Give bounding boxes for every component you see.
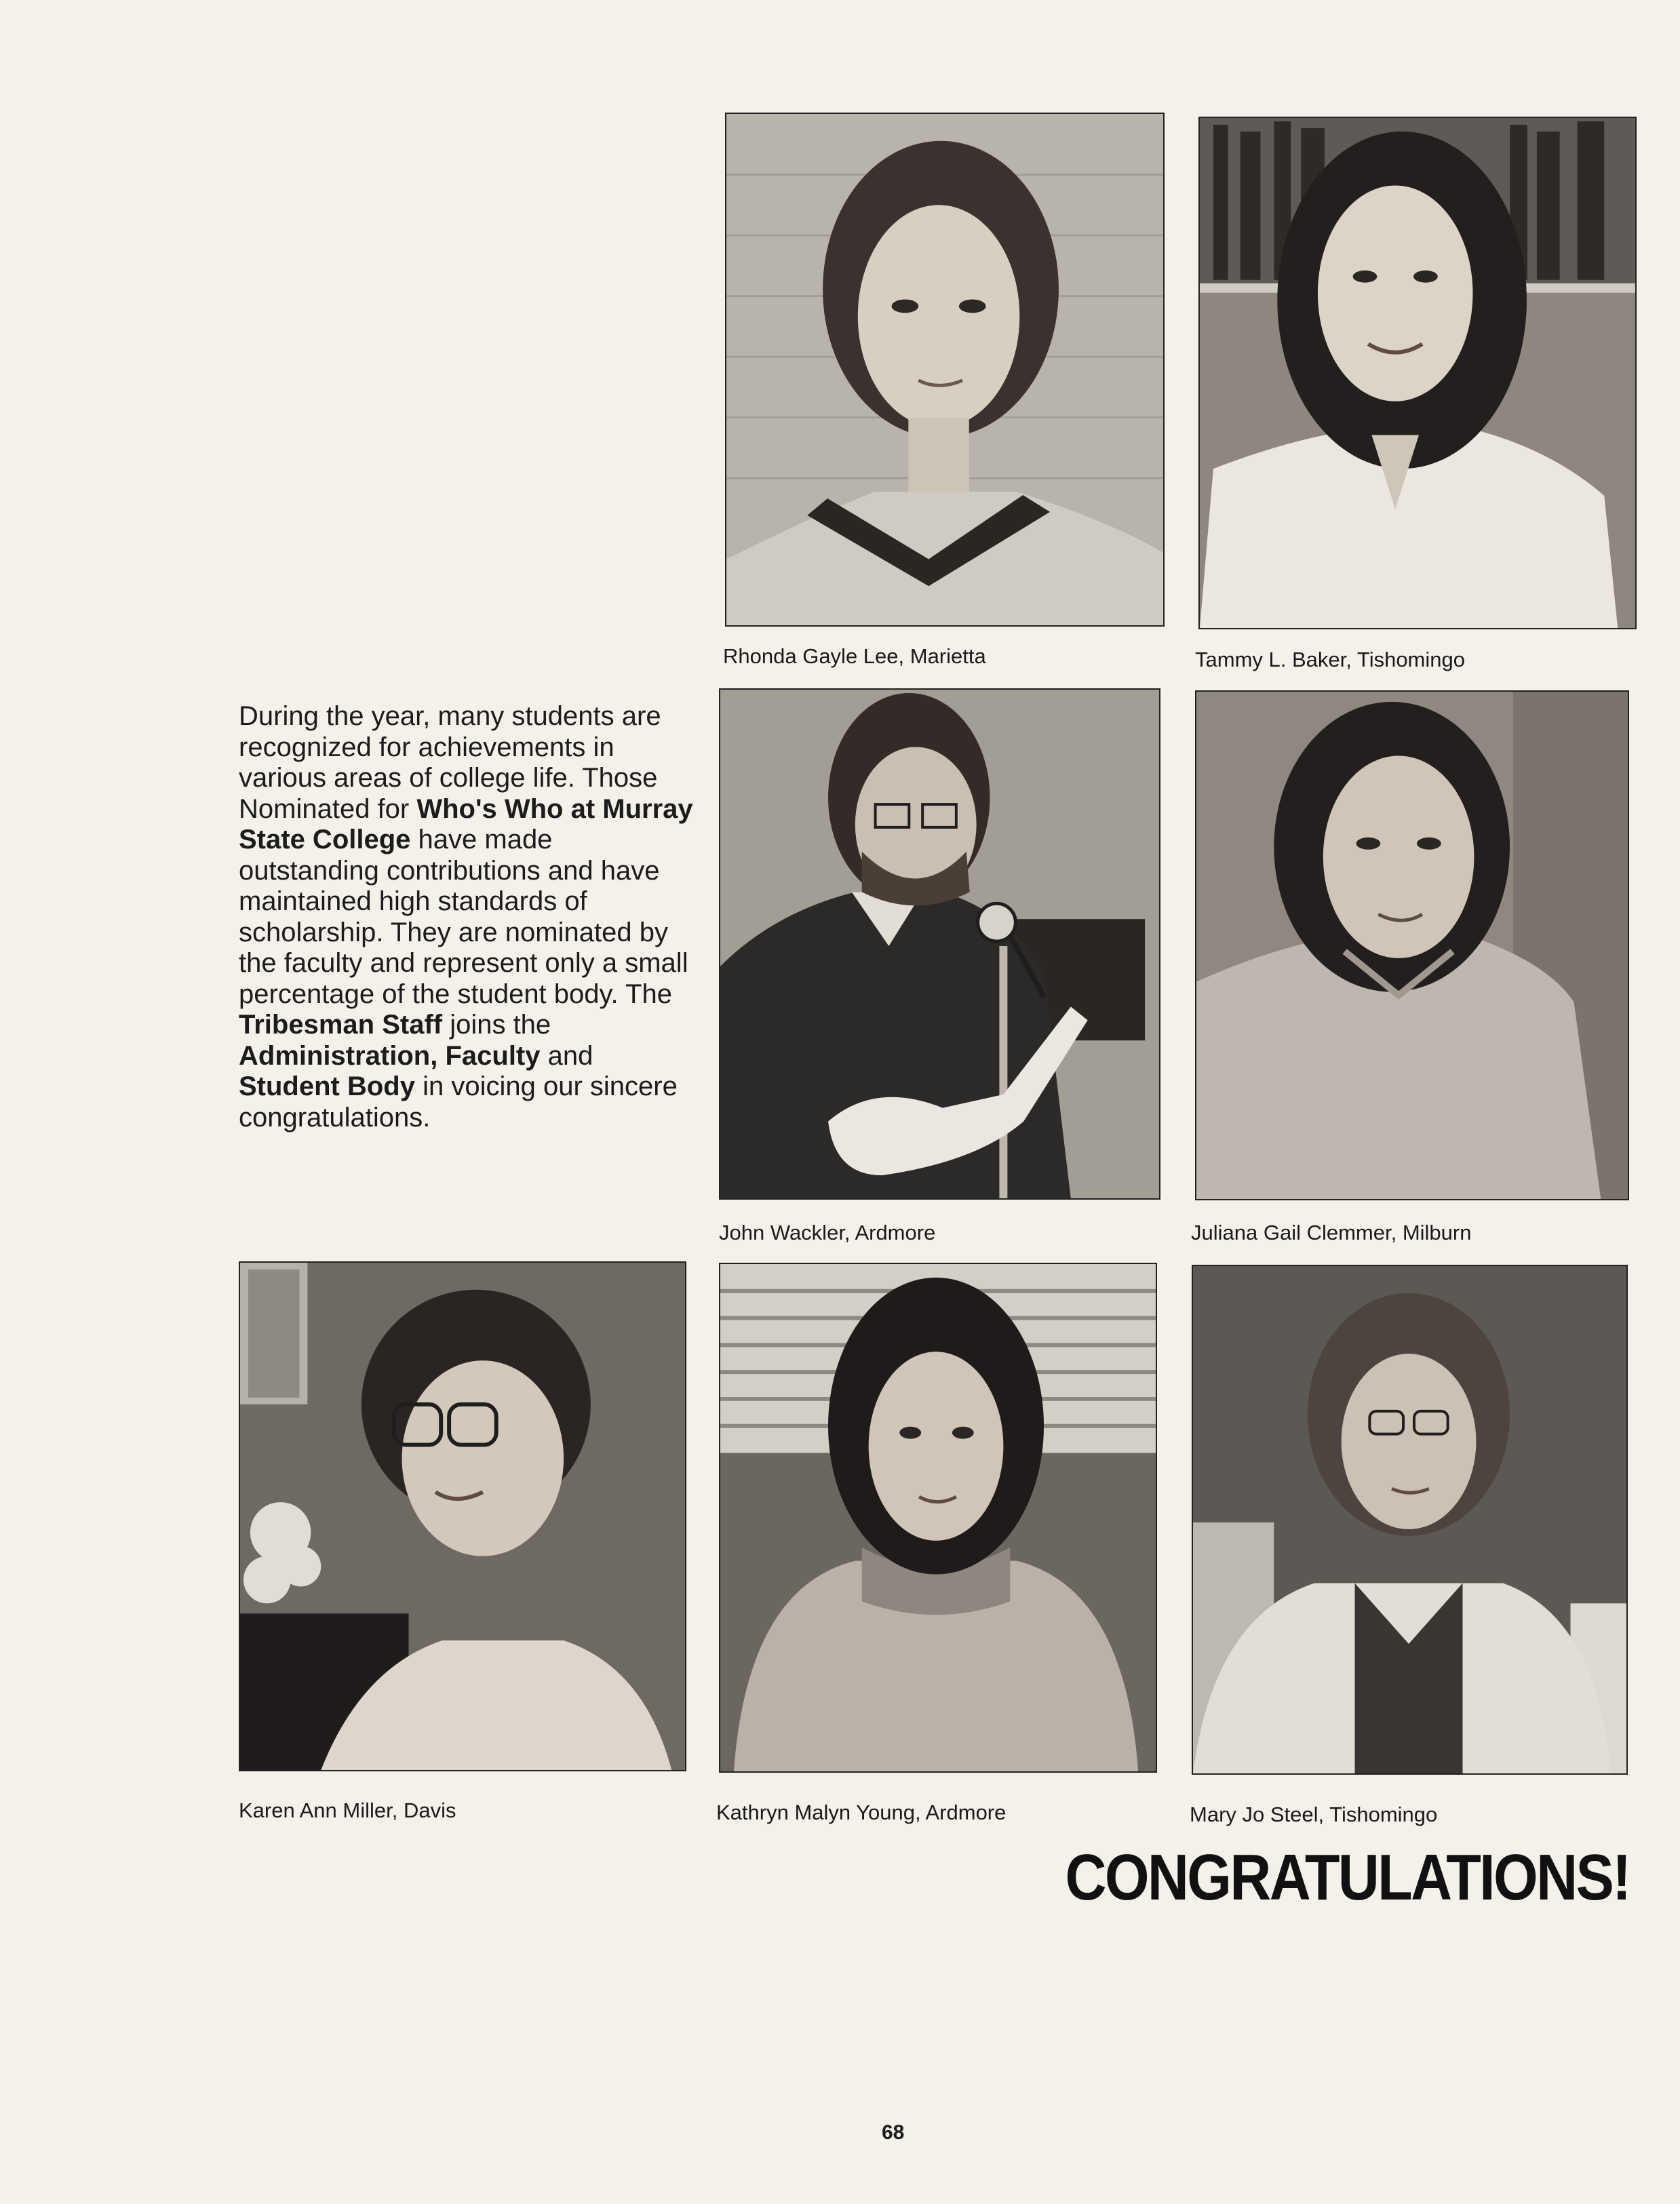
intro-bold-whos-who: Who's Who at Murray State College [239, 793, 693, 854]
caption-mary-jo: Mary Jo Steel, Tishomingo [1190, 1803, 1438, 1826]
intro-bold-tribesman-staff: Tribesman Staff [239, 1010, 443, 1040]
intro-text-5: in voicing our sincere congratulations. [239, 1071, 678, 1133]
portrait-photo-john [719, 688, 1160, 1200]
intro-text-1: During the year, many students are recognized for achievements in various areas of college life. Those Nominated for [239, 701, 661, 824]
portrait-photo-rhonda [725, 113, 1165, 627]
intro-text-2: have made outstanding contributions and have maintained high standards of scholarship. They are nominated by the faculty and represent only a small percentage of the student body. The [239, 825, 688, 1009]
caption-juliana: Juliana Gail Clemmer, Milburn [1191, 1221, 1472, 1244]
portrait-photo-tammy [1198, 117, 1637, 629]
page-number: 68 [882, 2121, 905, 2144]
intro-bold-administration: Administration, Faculty [239, 1040, 541, 1071]
portrait-photo-juliana [1195, 690, 1629, 1200]
intro-paragraph [239, 701, 700, 1133]
portrait-photo-mary-jo [1192, 1265, 1628, 1775]
caption-rhonda: Rhonda Gayle Lee, Marietta [723, 644, 986, 668]
caption-kathryn: Kathryn Malyn Young, Ardmore [716, 1800, 1007, 1824]
intro-bold-student-body: Student Body [239, 1071, 415, 1101]
caption-tammy: Tammy L. Baker, Tishomingo [1195, 648, 1465, 671]
intro-text-3: joins the [442, 1010, 551, 1040]
caption-karen: Karen Ann Miller, Davis [239, 1798, 456, 1822]
portrait-photo-kathryn [719, 1263, 1157, 1773]
congratulations-headline: CONGRATULATIONS! [1065, 1841, 1630, 1914]
caption-john: John Wackler, Ardmore [719, 1221, 936, 1244]
portrait-photo-karen [239, 1261, 686, 1771]
intro-text-4: and [540, 1040, 593, 1071]
